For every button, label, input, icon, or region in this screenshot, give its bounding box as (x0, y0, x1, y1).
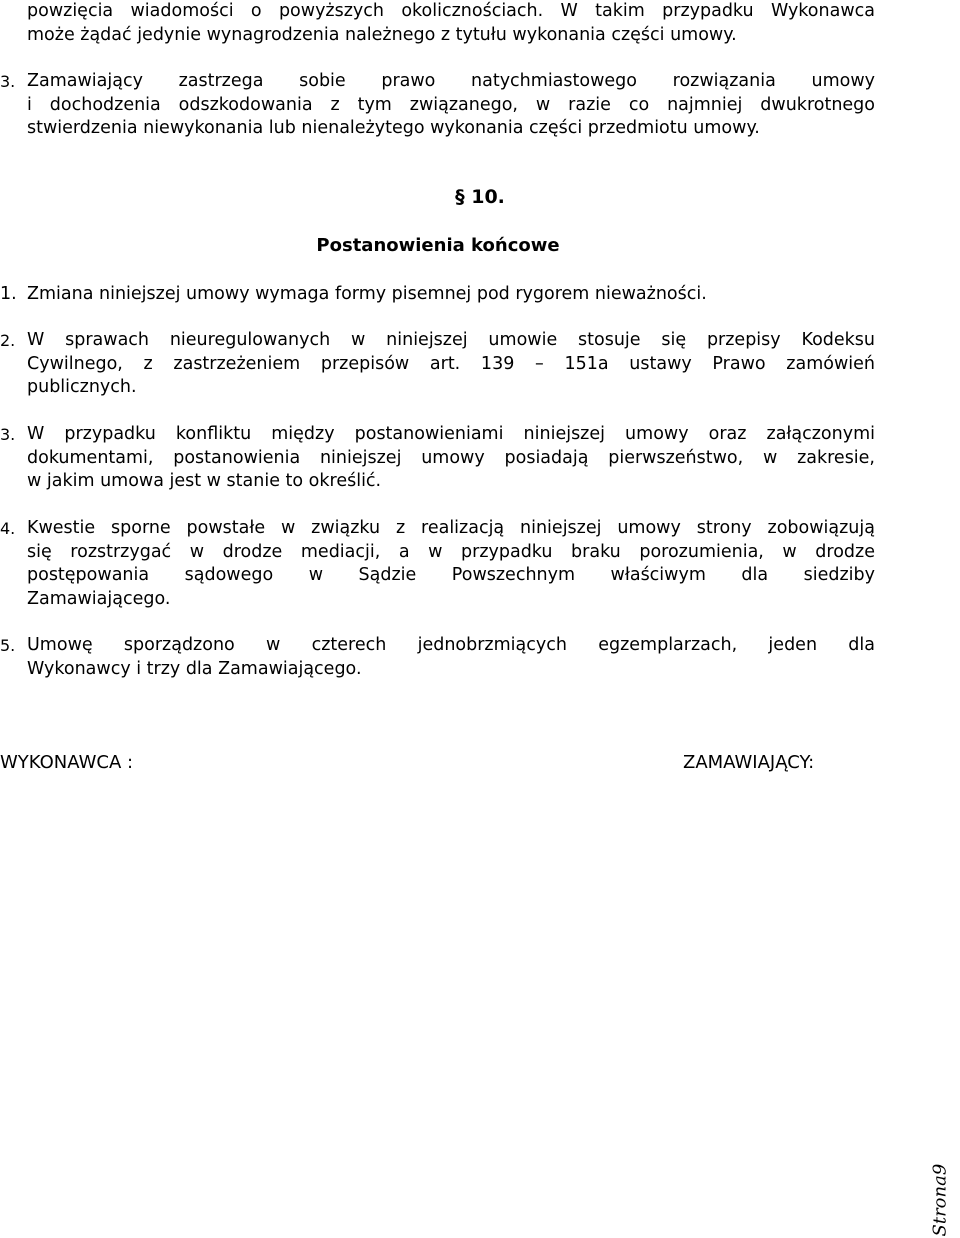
item-line: Umowę sporządzono w czterech jednobrzmiących egzemplarzach, jeden dla (27, 635, 875, 655)
item-line: Cywilnego, z zastrzeżeniem przepisów art. 139 – 151a ustawy Prawo zamówień (27, 353, 875, 374)
item-line: publicznych. (27, 377, 137, 397)
item-line: Zamawiający zastrzega sobie prawo natychmiastowego rozwiązania umowy (27, 71, 875, 91)
item-line: Wykonawcy i trzy dla Zamawiającego. (27, 658, 362, 679)
item-line: Kwestie sporne powstałe w związku z realizacją niniejszej umowy strony zobowiązują (27, 518, 875, 538)
client-signature-label: ZAMAWIAJĄCY: (683, 752, 815, 773)
item-line: Zmiana niniejszej umowy wymaga formy pisemnej pod rygorem nieważności. (27, 284, 707, 304)
item-text (27, 517, 875, 611)
item-number: 3. (0, 72, 16, 91)
item-text (27, 423, 875, 494)
item-line: Zamawiającego. (27, 588, 171, 609)
item-text (27, 70, 875, 141)
item-line: się rozstrzygać w drodze mediacji, a w przypadku braku porozumienia, w drodze (27, 541, 875, 562)
item-line: w jakim umowa jest w stanie to określić. (27, 471, 382, 491)
continuation-line-1: powzięcia wiadomości o powyższych okolicznościach. W takim przypadku Wykonawca (27, 1, 875, 21)
item-line: i dochodzenia odszkodowania z tym związanego, w razie co najmniej dwukrotnego (27, 94, 875, 115)
item-line: W sprawach nieuregulowanych w niniejszej umowie stosuje się przepisy Kodeksu (27, 330, 875, 350)
item-number: 4. (0, 519, 16, 538)
section-number: § 10. (455, 186, 505, 208)
continuation-line-2: może żądać jedynie wynagrodzenia należnego z tytułu wykonania części umowy. (27, 24, 737, 45)
item-number: 2. (0, 331, 16, 350)
page-footer (930, 1146, 956, 1236)
item-text (27, 283, 875, 307)
item-line: stwierdzenia niewykonania lub nienależytego wykonania części przedmiotu umowy. (27, 118, 760, 138)
section-title: Postanowienia końcowe (316, 235, 560, 256)
page-footer-text (929, 1163, 953, 1236)
page-footer-number: 9 (929, 1163, 951, 1175)
item-number: 1. (0, 284, 17, 304)
item-line: W przypadku konfliktu między postanowieniami niniejszej umowy oraz załączonymi (27, 424, 875, 444)
item-number: 3. (0, 425, 16, 444)
page-footer-label: Strona (929, 1174, 951, 1236)
item-number: 5. (0, 636, 16, 655)
item-line: dokumentami, postanowienia niniejszej umowy posiadają pierwszeństwo, w zakresie, (27, 447, 875, 468)
item-text (27, 329, 875, 400)
continuation-paragraph (27, 0, 875, 47)
item-line: postępowania sądowego w Sądzie Powszechnym właściwym dla siedziby (27, 565, 875, 585)
item-text (27, 634, 875, 681)
contractor-signature-label: WYKONAWCA : (0, 752, 134, 773)
